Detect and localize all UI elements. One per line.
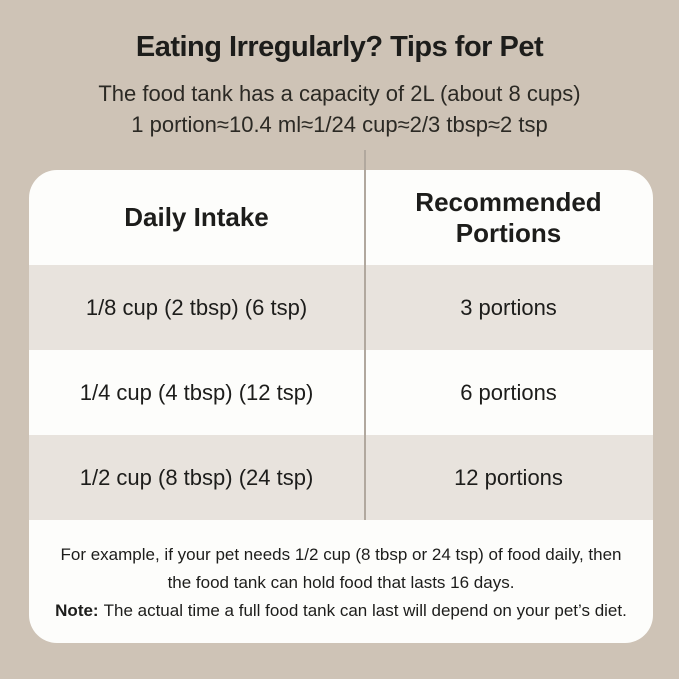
portions-cell: 3 portions <box>460 294 557 320</box>
note-text: The actual time a full food tank can last will depend on your pet’s diet. <box>103 601 627 620</box>
column-divider <box>364 150 366 520</box>
table-row <box>29 265 653 350</box>
table-header-row <box>29 170 653 265</box>
note-label: Note: <box>55 601 99 620</box>
example-line-1: For example, if your pet needs 1/2 cup (8 tbsp or 24 tsp) of food daily, then <box>60 545 622 564</box>
table-row <box>29 435 653 520</box>
daily-intake-cell: 1/8 cup (2 tbsp) (6 tsp) <box>85 294 308 320</box>
table-row <box>29 350 653 435</box>
portions-cell: 6 portions <box>460 379 557 405</box>
page-title: Eating Irregularly? Tips for Pet <box>135 31 544 63</box>
header-cell-daily-intake <box>29 170 364 265</box>
daily-intake-cell: 1/4 cup (4 tbsp) (12 tsp) <box>79 379 314 405</box>
info-card <box>29 170 653 643</box>
header-cell-recommended-portions <box>364 170 653 265</box>
portions-cell: 12 portions <box>454 464 563 490</box>
recommended-portions-header-label: Recommended Portions <box>415 186 602 248</box>
subtitle-tank-capacity: The food tank has a capacity of 2L (about 8 cups) <box>98 81 581 106</box>
daily-intake-header-label: Daily Intake <box>124 202 269 232</box>
daily-intake-cell: 1/2 cup (8 tbsp) (24 tsp) <box>79 464 314 490</box>
footnote <box>29 520 653 643</box>
note-line <box>29 597 653 625</box>
example-line-2: the food tank can hold food that lasts 16 days. <box>167 573 515 592</box>
subtitle-portion-equivalents: 1 portion≈10.4 ml≈1/24 cup≈2/3 tbsp≈2 tsp <box>131 112 548 137</box>
